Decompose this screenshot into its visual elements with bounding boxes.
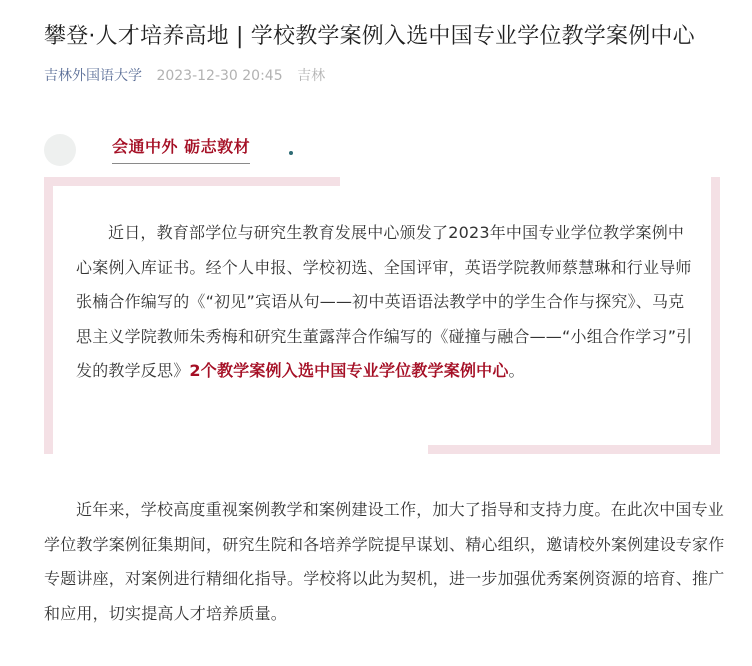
body-paragraph: 近年来，学校高度重视案例教学和案例建设工作，加大了指导和支持力度。在此次中国专业学位教学案例征集期间，研究生院和各培养学院提早谋划、精心组织，邀请校外案例建设专家作专题讲座，对案例进行精细化指导。学校将以此为契机，进一步加强优秀案例资源的培育、推广和应用，切实提高人才培养质量。 xyxy=(44,500,725,623)
publish-date: 2023-12-30 20:45 xyxy=(156,68,283,84)
highlighted-text: 2个教学案例入选中国专业学位教学案例中心 xyxy=(189,361,509,380)
frame-top-border xyxy=(44,177,340,186)
boxed-paragraph-text: 近日，教育部学位与研究生教育发展中心颁发了2023年中国专业学位教学案例中心案例入库证书。经个人申报、学校初选、全国评审，英语学院教师蔡慧琳和行业导师张楠合作编写的《“初见”宾语从句——初中英语语法教学中的学生合作与探究》、马克思主义学院教师朱秀梅和研究生董露萍合作编写的《碰撞与融合——“小组合作学习”引发的教学反思》 xyxy=(76,223,693,380)
publish-location: 吉林 xyxy=(297,68,326,84)
decorative-circle xyxy=(44,134,76,166)
article-title: 攀登·人才培养高地 | 学校教学案例入选中国专业学位教学案例中心 xyxy=(44,24,695,49)
boxed-paragraph-end: 。 xyxy=(508,361,525,380)
account-name-link[interactable]: 吉林外国语大学 xyxy=(44,68,142,84)
boxed-paragraph xyxy=(76,216,696,389)
frame-right-border xyxy=(711,177,720,454)
decorative-dot xyxy=(289,151,293,155)
article-meta xyxy=(44,66,325,86)
frame-left-border xyxy=(44,177,53,454)
section-heading: 会通中外 砺志敦材 xyxy=(112,136,250,164)
frame-bottom-border xyxy=(428,445,720,454)
